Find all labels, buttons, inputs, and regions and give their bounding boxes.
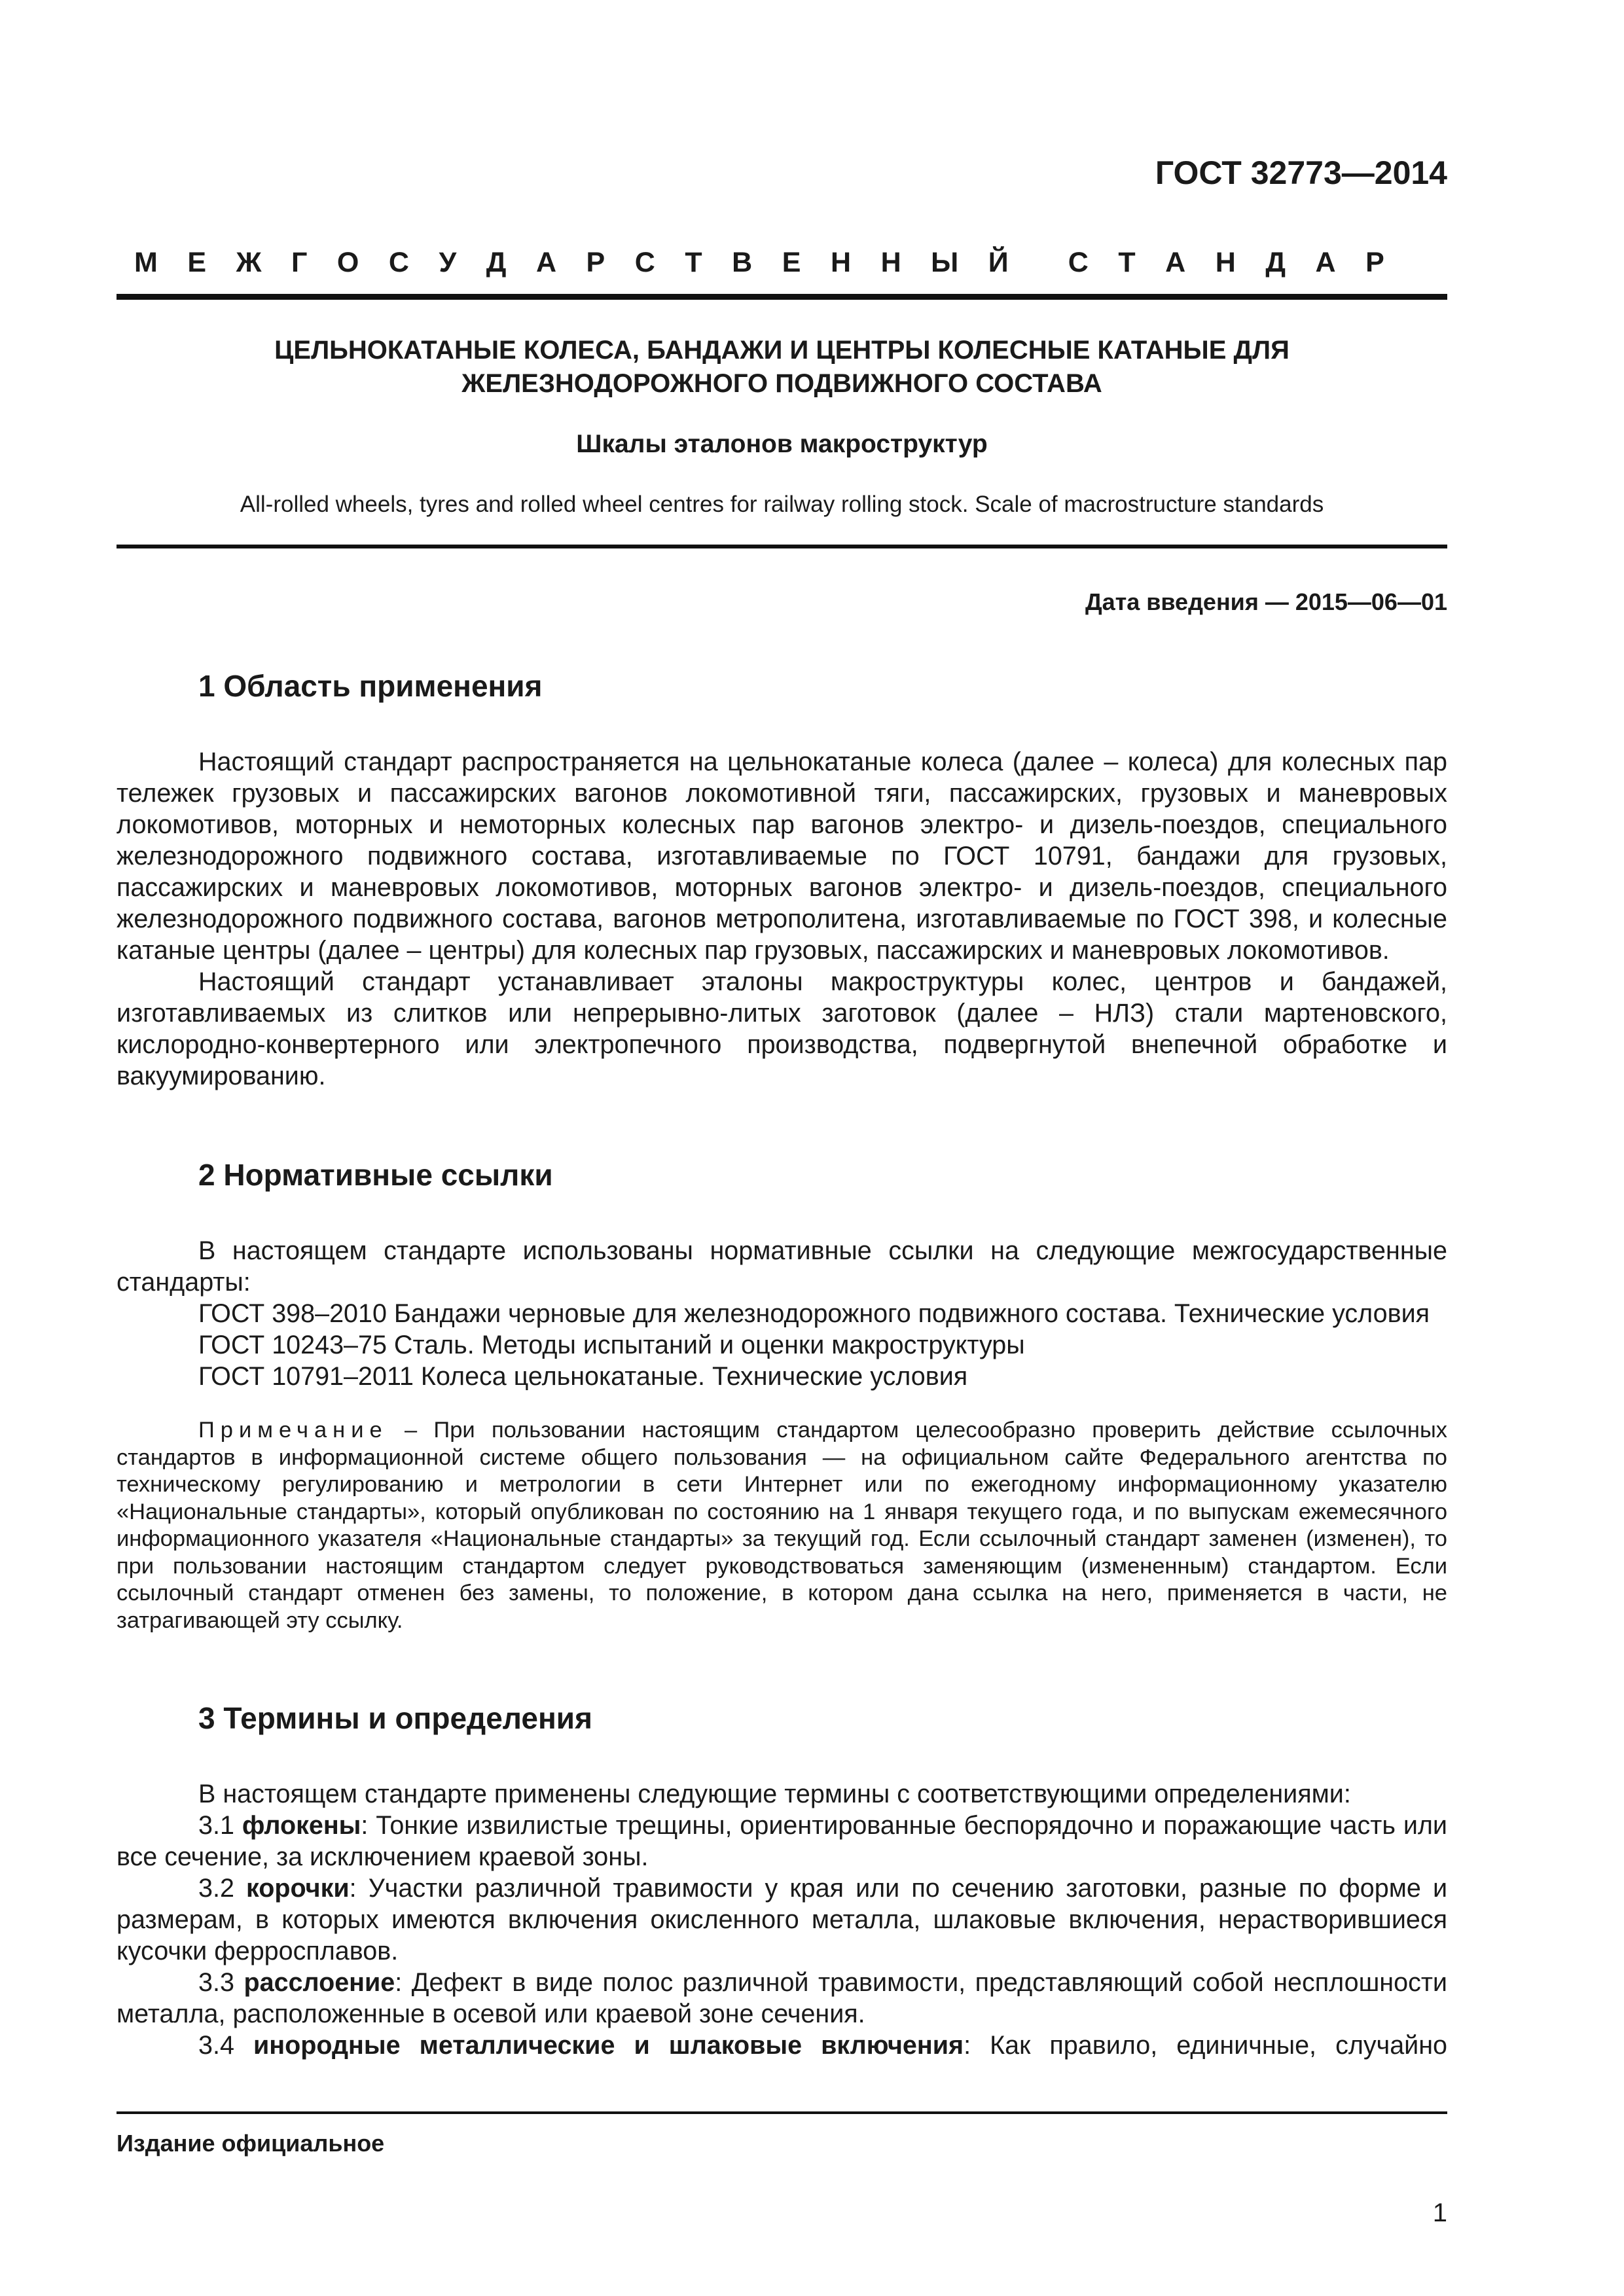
english-title: All-rolled wheels, tyres and rolled wheel centres for railway rolling stock. Scale of macrostructure standards [240, 492, 1324, 517]
section-heading: 3 Термины и определения [198, 1701, 592, 1735]
term-name: корочки [246, 1874, 350, 1903]
banner-letter: О [336, 247, 359, 278]
section-heading: 1 Область применения [198, 669, 543, 703]
section-terms [117, 1698, 1447, 2061]
document-title: ЦЕЛЬНОКАТАНЫЕ КОЛЕСА, БАНДАЖИ И ЦЕНТРЫ КОЛЕСНЫЕ КАТАНЫЕ ДЛЯ ЖЕЛЕЗНОДОРОЖНОГО ПОДВИЖНОГО СОСТАВА [274, 336, 1290, 398]
note-label: Примечание [198, 1418, 388, 1443]
section-paragraph: Настоящий стандарт распространяется на цельнокатаные колеса (далее – колеса) для колесных пар тележек грузовых и пассажирских вагонов локомотивной тяги, пассажирских, грузовых и маневровых локомотивов, моторных и немоторных колесных пар вагонов электро- и дизель-поездов, специального железнодорожного подвижного состава, изготавливаемые по ГОСТ 10791, бандажи для грузовых, пассажирских и маневровых локомотивов, моторных вагонов электро- и дизель-поездов, специального железнодорожного подвижного состава, вагонов метрополитена, изготавливаемые по ГОСТ 398, и колесные катаные центры (далее – центры) для колесных пар грузовых, пассажирских и маневровых локомотивов. [117, 747, 1447, 965]
page-number: 1 [1432, 2198, 1447, 2227]
term-text: : Дефект в виде полос различной травимости, представляющий собой несплошности металла, расположенные в осевой или краевой зоне сечения. [117, 1968, 1447, 2028]
document-code: ГОСТ 32773—2014 [1155, 154, 1447, 191]
official-edition-label: Издание официальное [117, 2130, 385, 2157]
banner-letter: Е [782, 247, 801, 278]
term-name: расслоение [244, 1968, 395, 1997]
banner-letter: Д [486, 247, 507, 278]
term-name: флокены [242, 1811, 361, 1840]
title-divider [117, 545, 1447, 548]
header-divider [117, 294, 1447, 300]
banner-letter: Т [685, 247, 702, 278]
term-definition [117, 1873, 1447, 1967]
banner-letter: Г [291, 247, 308, 278]
banner-letter: Ы [931, 247, 959, 278]
section-normative-references [117, 1155, 1447, 1634]
banner-letter: С [388, 247, 409, 278]
section-paragraph: В настоящем стандарте использованы нормативные ссылки на следующие межгосударственные стандарты: [117, 1236, 1447, 1297]
banner-letter: А [535, 247, 556, 278]
term-text: : Участки различной травимости у края или по сечению заготовки, разные по форме и размерам, в которых имеются включения окисленного металла, шлаковые включения, нерастворившиеся кусочки ферросплавов. [117, 1874, 1448, 1965]
section-paragraph: Настоящий стандарт устанавливает эталоны макроструктуры колес, центров и бандажей, изготавливаемых из слитков или непрерывно-литых заготовок (далее – НЛЗ) стали мартеновского, кислородно-конвертерного или электропечного производства, подвергнутой внепечной обработке и вакуумированию. [117, 967, 1447, 1090]
banner-letter: Й [988, 247, 1009, 278]
note-paragraph [117, 1417, 1447, 1634]
banner-letter: Н [830, 247, 852, 278]
section-heading: 2 Нормативные ссылки [198, 1158, 553, 1192]
term-definition [117, 1967, 1447, 2030]
banner-letter: Ж [236, 247, 262, 278]
reference-item: ГОСТ 10243–75 Сталь. Методы испытаний и оценки макроструктуры [198, 1331, 1025, 1359]
banner-letter: Р [586, 247, 605, 278]
introduction-date: Дата введения — 2015—06—01 [1085, 588, 1447, 615]
term-text: : Как правило, единичные, случайно [964, 2031, 1448, 2060]
term-number: 3.2 [198, 1874, 246, 1903]
document-subtitle: Шкалы эталонов макроструктур [576, 430, 988, 458]
reference-item: ГОСТ 10791–2011 Колеса цельнокатаные. Технические условия [198, 1362, 968, 1391]
footer-divider [117, 2111, 1447, 2114]
term-definition [117, 2030, 1447, 2061]
banner-letter: У [439, 247, 457, 278]
term-definition [117, 1810, 1447, 1873]
banner-letter: М [134, 247, 158, 278]
section-scope [117, 666, 1447, 1092]
banner-letter: С [634, 247, 655, 278]
banner-letter: Н [880, 247, 901, 278]
banner-letter: С [1068, 247, 1089, 278]
interstate-standard-banner [134, 243, 1384, 281]
reference-item: ГОСТ 398–2010 Бандажи черновые для железнодорожного подвижного состава. Технические условия [198, 1299, 1430, 1328]
note-text: – При пользовании настоящим стандартом целесообразно проверить действие ссылочных стандартов в информационной системе общего пользования — на официальном сайте Федерального агентства по техническому регулированию и метрологии в сети Интернет или по ежегодному информационному указателю «Национальные стандарты», который опубликован по состоянию на 1 января текущего года, и по выпускам ежемесячного информационного указателя «Национальные стандарты» за текущий год. Если ссылочный стандарт заменен (изменен), то при пользовании настоящим стандартом следует руководствоваться заменяющим (измененным) стандартом. Если ссылочный стандарт отменен без замены, то положение, в котором дана ссылка на него, применяется в части, не затрагивающей эту ссылку. [117, 1418, 1447, 1633]
banner-letter: Р [1365, 247, 1384, 278]
section-paragraph: В настоящем стандарте применены следующие термины с соответствующими определениями: [198, 1780, 1351, 1808]
banner-letter: Д [1265, 247, 1286, 278]
banner-letter: Т [1118, 247, 1136, 278]
term-number: 3.1 [198, 1811, 242, 1840]
term-text: : Тонкие извилистые трещины, ориентированные беспорядочно и поражающие часть или все сечение, за исключением краевой зоны. [117, 1811, 1447, 1871]
term-name: инородные металлические и шлаковые включения [253, 2031, 964, 2060]
banner-letter: В [732, 247, 753, 278]
banner-letter: А [1315, 247, 1336, 278]
banner-letter: Е [187, 247, 207, 278]
banner-letter: А [1165, 247, 1186, 278]
term-number: 3.3 [198, 1968, 244, 1997]
banner-letter: Н [1215, 247, 1236, 278]
term-number: 3.4 [198, 2031, 253, 2060]
